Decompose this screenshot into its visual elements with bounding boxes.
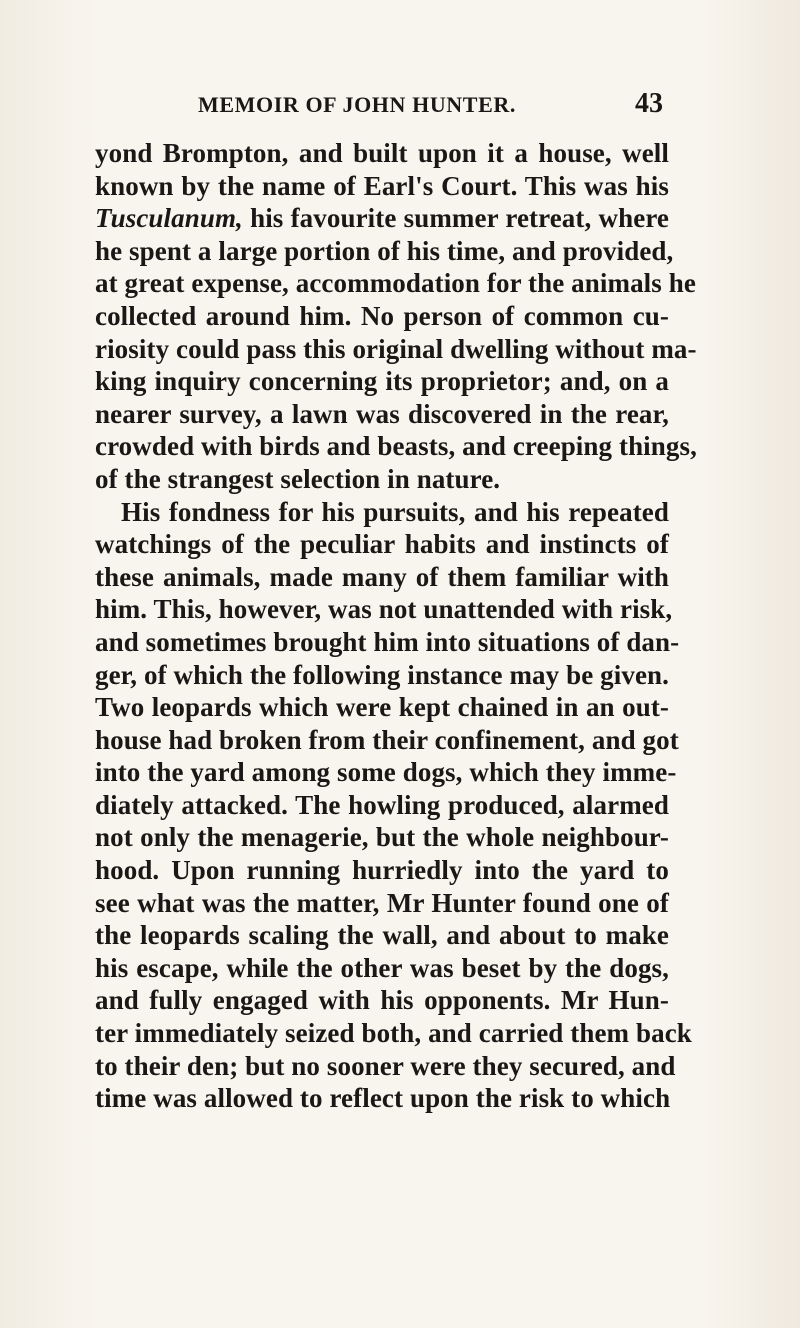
text-line: him. This, however, was not unattended with risk,	[95, 594, 673, 625]
text-line: the leopards scaling the wall, and about to make	[95, 920, 669, 951]
text-line: and sometimes brought him into situations of dan-	[95, 626, 680, 657]
text-line: into the yard among some dogs, which they imme-	[95, 757, 677, 788]
text-line: house had broken from their confinement, and got	[95, 724, 679, 755]
text-line: ger, of which the following instance may be given.	[95, 659, 669, 690]
text-line: riosity could pass this original dwelling without ma-	[95, 333, 697, 364]
text-line: yond Brompton, and built upon it a house, well	[95, 138, 669, 168]
text-line: collected around him. No person of common cu-	[95, 300, 669, 331]
text-line: time was allowed to reflect upon the risk to which	[95, 1083, 671, 1114]
text-line: king inquiry concerning its proprietor; and, on a	[95, 366, 669, 397]
text-line-italic-start	[95, 202, 669, 235]
page-number: 43	[635, 88, 663, 119]
text-line: nearer survey, a lawn was discovered in the rear,	[95, 398, 669, 429]
text-line: diately attacked. The howling produced, alarmed	[95, 789, 669, 820]
italic-word: Tusculanum,	[95, 203, 243, 234]
text-line: these animals, made many of them familiar with	[95, 561, 669, 592]
text-line: not only the menagerie, but the whole neighbour-	[95, 822, 669, 853]
text-line: ter immediately seized both, and carried them back	[95, 1018, 692, 1049]
text-line: and fully engaged with his opponents. Mr Hun-	[95, 985, 669, 1016]
text-line: to their den; but no sooner were they secured, and	[95, 1050, 676, 1081]
text-line: crowded with birds and beasts, and creeping things,	[95, 431, 697, 462]
text-line: he spent a large portion of his time, and provided,	[95, 235, 674, 266]
running-title: MEMOIR OF JOHN HUNTER.	[198, 92, 516, 117]
text-line: known by the name of Earl's Court. This was his	[95, 170, 669, 201]
body-text	[95, 137, 697, 1115]
text-line: at great expense, accommodation for the animals he	[95, 268, 696, 299]
text-line-indent: His fondness for his pursuits, and his repeated	[121, 496, 669, 527]
text-line: his escape, while the other was beset by the dogs,	[95, 952, 669, 983]
text-line-rest: his favourite summer retreat, where	[242, 203, 669, 234]
page-header	[198, 88, 663, 128]
text-line: Two leopards which were kept chained in an out-	[95, 692, 669, 723]
text-line: watchings of the peculiar habits and instincts of	[95, 529, 669, 560]
text-line: of the strangest selection in nature.	[95, 463, 501, 494]
text-line: hood. Upon running hurriedly into the yard to	[95, 855, 669, 886]
text-line: see what was the matter, Mr Hunter found one of	[95, 887, 669, 918]
